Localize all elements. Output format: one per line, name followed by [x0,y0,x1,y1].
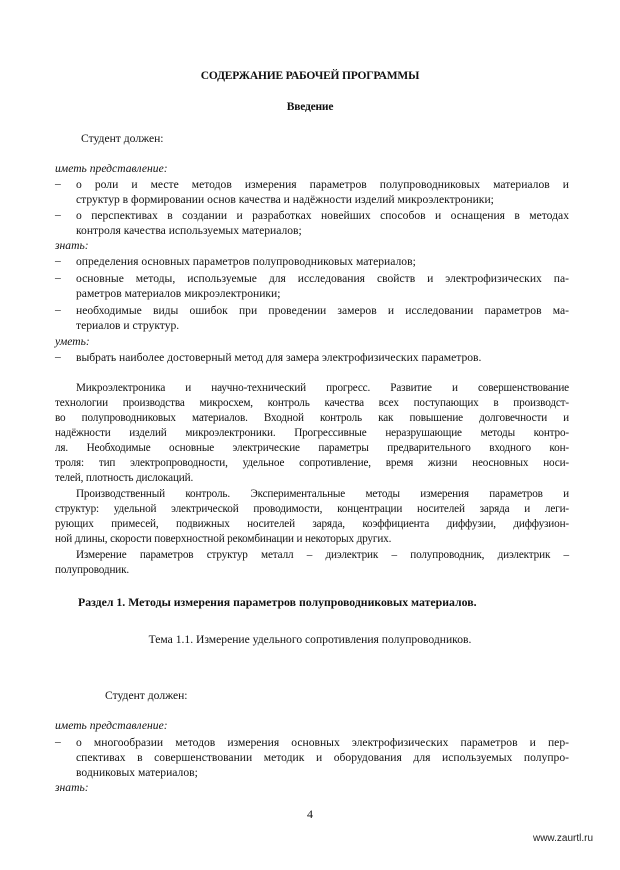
list-item-line: определения основных параметров полупроводниковых материалов; [76,255,416,268]
list-item-line: о роли и месте методов измерения параметров полупроводниковых материалов и [76,178,569,191]
list-item-line: контроля качества используемых материалов; [76,224,302,237]
document-heading: СОДЕРЖАНИЕ РАБОЧЕЙ ПРОГРАММЫ [200,70,420,82]
list-dash: – [55,271,61,284]
category-have-idea: иметь представление: [55,162,168,175]
list-item-line: о многообразии методов измерения основных электрофизических параметров и пер- [76,736,569,749]
student-must-label: Студент должен: [105,689,188,702]
list-item-line: структур в формировании основ качества и надёжности изделий микроэлектроники; [76,193,494,206]
list-item-line: основные методы, используемые для исследования свойств и электрофизических па- [76,272,569,285]
topic-heading: Тема 1.1. Измерение удельного сопротивления полупроводников. [148,633,472,646]
prose-line: телей, плотность дислокаций. [55,472,194,484]
prose-line: ля. Необходимые основные электрические параметры предварительного входного кон- [55,442,569,454]
list-item-line: раметров материалов микроэлектроники; [76,287,281,300]
prose-line: рующих примесей, подвижных носителей заряда, коэффициента диффузии, диффузион- [55,518,569,530]
list-item-line: спективах в совершенствовании методик и оборудования для используемых полупро- [76,751,569,764]
category-have-idea: иметь представление: [55,719,168,732]
category-can: уметь: [55,335,90,348]
list-dash: – [55,254,61,267]
student-must-label: Студент должен: [81,132,164,145]
site-watermark: www.zaurtl.ru [532,833,593,844]
list-item-line: водниковых материалов; [76,766,198,779]
list-item-line: о перспективах в создании и разработках новейших способов и оснащения в методах [76,209,569,222]
prose-line: ной длины, скорости поверхностной рекомбинации и некоторых других. [55,533,392,545]
category-know: знать: [55,239,89,252]
prose-line: полупроводник. [55,564,130,576]
prose-line: Микроэлектроника и научно-технический прогресс. Развитие и совершенствование [76,382,569,394]
prose-line: Производственный контроль. Экспериментальные методы измерения параметров и [76,488,569,500]
page-number: 4 [307,807,313,821]
prose-line: технологии производства микросхем, контроль качества всех поступающих в производст- [55,397,569,409]
intro-title: Введение [286,101,334,113]
list-dash: – [55,350,61,363]
list-item-line: необходимые виды ошибок при проведении замеров и исследовании параметров ма- [76,304,569,317]
prose-line: троля: тип электропроводности, удельное сопротивление, время жизни неосновных носи- [55,457,569,469]
section-heading: Раздел 1. Методы измерения параметров полупроводниковых материалов. [78,595,477,609]
list-dash: – [55,177,61,190]
prose-line: Измерение параметров структур металл – диэлектрик – полупроводник, диэлектрик – [76,549,569,561]
list-item-line: териалов и структур. [76,319,180,332]
category-know: знать: [55,781,89,794]
list-item-line: выбрать наиболее достоверный метод для замера электрофизических параметров. [76,351,482,364]
list-dash: – [55,303,61,316]
prose-line: во полупроводниковых материалов. Входной контроль как повышение долговечности и [55,412,569,424]
list-dash: – [55,208,61,221]
list-dash: – [55,735,61,748]
prose-line: структур: удельной электрической проводимости, концентрации носителей заряда и леги- [55,503,569,515]
prose-line: надёжности изделий микроэлектроники. Прогрессивные неразрушающие методы контро- [55,427,569,439]
